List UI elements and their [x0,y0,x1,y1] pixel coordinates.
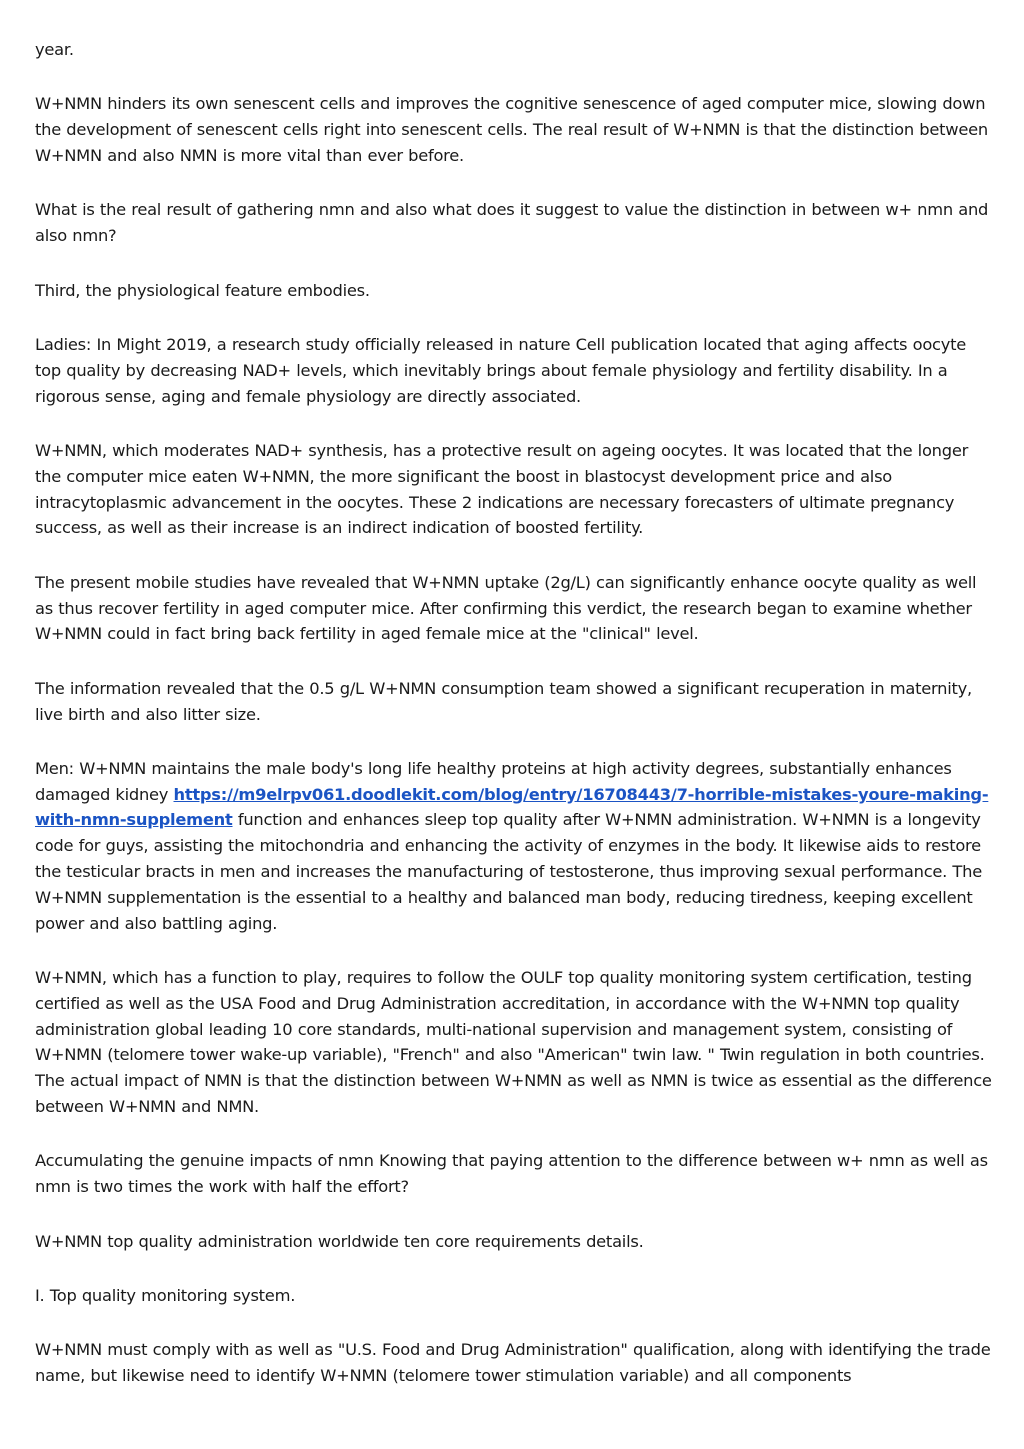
paragraph: I. Top quality monitoring system. [35,1286,296,1306]
paragraph: W+NMN top quality administration worldwide ten core requirements details. [35,1231,644,1251]
men-paragraph-text-after: function and enhances sleep top quality after W+NMN administration. W+NMN is a longevity code for guys, assisting the mitochondria and enhancing the activity of enzymes in the body. It likewise aids to restore the testicular bracts in men and increases the manufacturing of testosterone, thus improving sexual performance. The W+NMN supplementation is the essential to a healthy and balanced man body, reducing tiredness, keeping excellent power and also battling aging. [35,810,982,933]
paragraph: W+NMN, which has a function to play, requires to follow the OULF top quality monitoring system certification, testing certified as well as the USA Food and Drug Administration accreditation, in accordance with the W+NMN top quality administration global leading 10 core standards, multi-national supervision and management system, consisting of W+NMN (telomere tower wake-up variable), "French" and also "American" twin law. " Twin regulation in both countries. The actual impact of NMN is that the distinction between W+NMN as well as NMN is twice as essential as the difference between W+NMN and NMN. [35,968,992,1117]
paragraph: year. [35,40,74,59]
men-paragraph [35,756,993,937]
men-paragraph-text-before: Men: W+NMN maintains the male body's long life healthy proteins at high activity degrees, substantially enhances damaged kidney [35,758,952,804]
article-link[interactable]: https://m9elrpv061.doodlekit.com/blog/entry/16708443/7-horrible-mistakes-youre-making-with-nmn-supplement [35,784,989,830]
paragraph: W+NMN must comply with as well as "U.S. Food and Drug Administration" qualification, along with identifying the trade name, but likewise need to identify W+NMN (telomere tower stimulation variable) and all components [35,1340,991,1386]
paragraph: Ladies: In Might 2019, a research study officially released in nature Cell publication located that aging affects oocyte top quality by decreasing NAD+ levels, which inevitably brings about female physiology and fertility disability. In a rigorous sense, aging and female physiology are directly associated. [35,334,967,406]
paragraph: What is the real result of gathering nmn and also what does it suggest to value the distinction in between w+ nmn and also nmn? [35,200,989,246]
paragraph: W+NMN hinders its own senescent cells and improves the cognitive senescence of aged computer mice, slowing down the development of senescent cells right into senescent cells. The real result of W+NMN is that the distinction between W+NMN and also NMN is more vital than ever before. [35,94,988,165]
paragraph: Third, the physiological feature embodies. [35,280,370,300]
paragraph: The present mobile studies have revealed that W+NMN uptake (2g/L) can significantly enhance oocyte quality as well as thus recover fertility in aged computer mice. After confirming this verdict, the research began to examine whether W+NMN could in fact bring back fertility in aged female mice at the "clinical" level. [35,572,977,644]
paragraph: Accumulating the genuine impacts of nmn Knowing that paying attention to the difference between w+ nmn as well as nmn is two times the work with half the effort? [35,1151,988,1197]
document-body [35,37,993,1418]
paragraph: W+NMN, which moderates NAD+ synthesis, has a protective result on ageing oocytes. It was located that the longer the computer mice eaten W+NMN, the more significant the boost in blastocyst development price and also intracytoplasmic advancement in the oocytes. These 2 indications are necessary forecasters of ultimate pregnancy success, as well as their increase is an indirect indication of boosted fertility. [35,440,969,538]
paragraph: The information revealed that the 0.5 g/L W+NMN consumption team showed a significant recuperation in maternity, live birth and also litter size. [35,678,972,724]
